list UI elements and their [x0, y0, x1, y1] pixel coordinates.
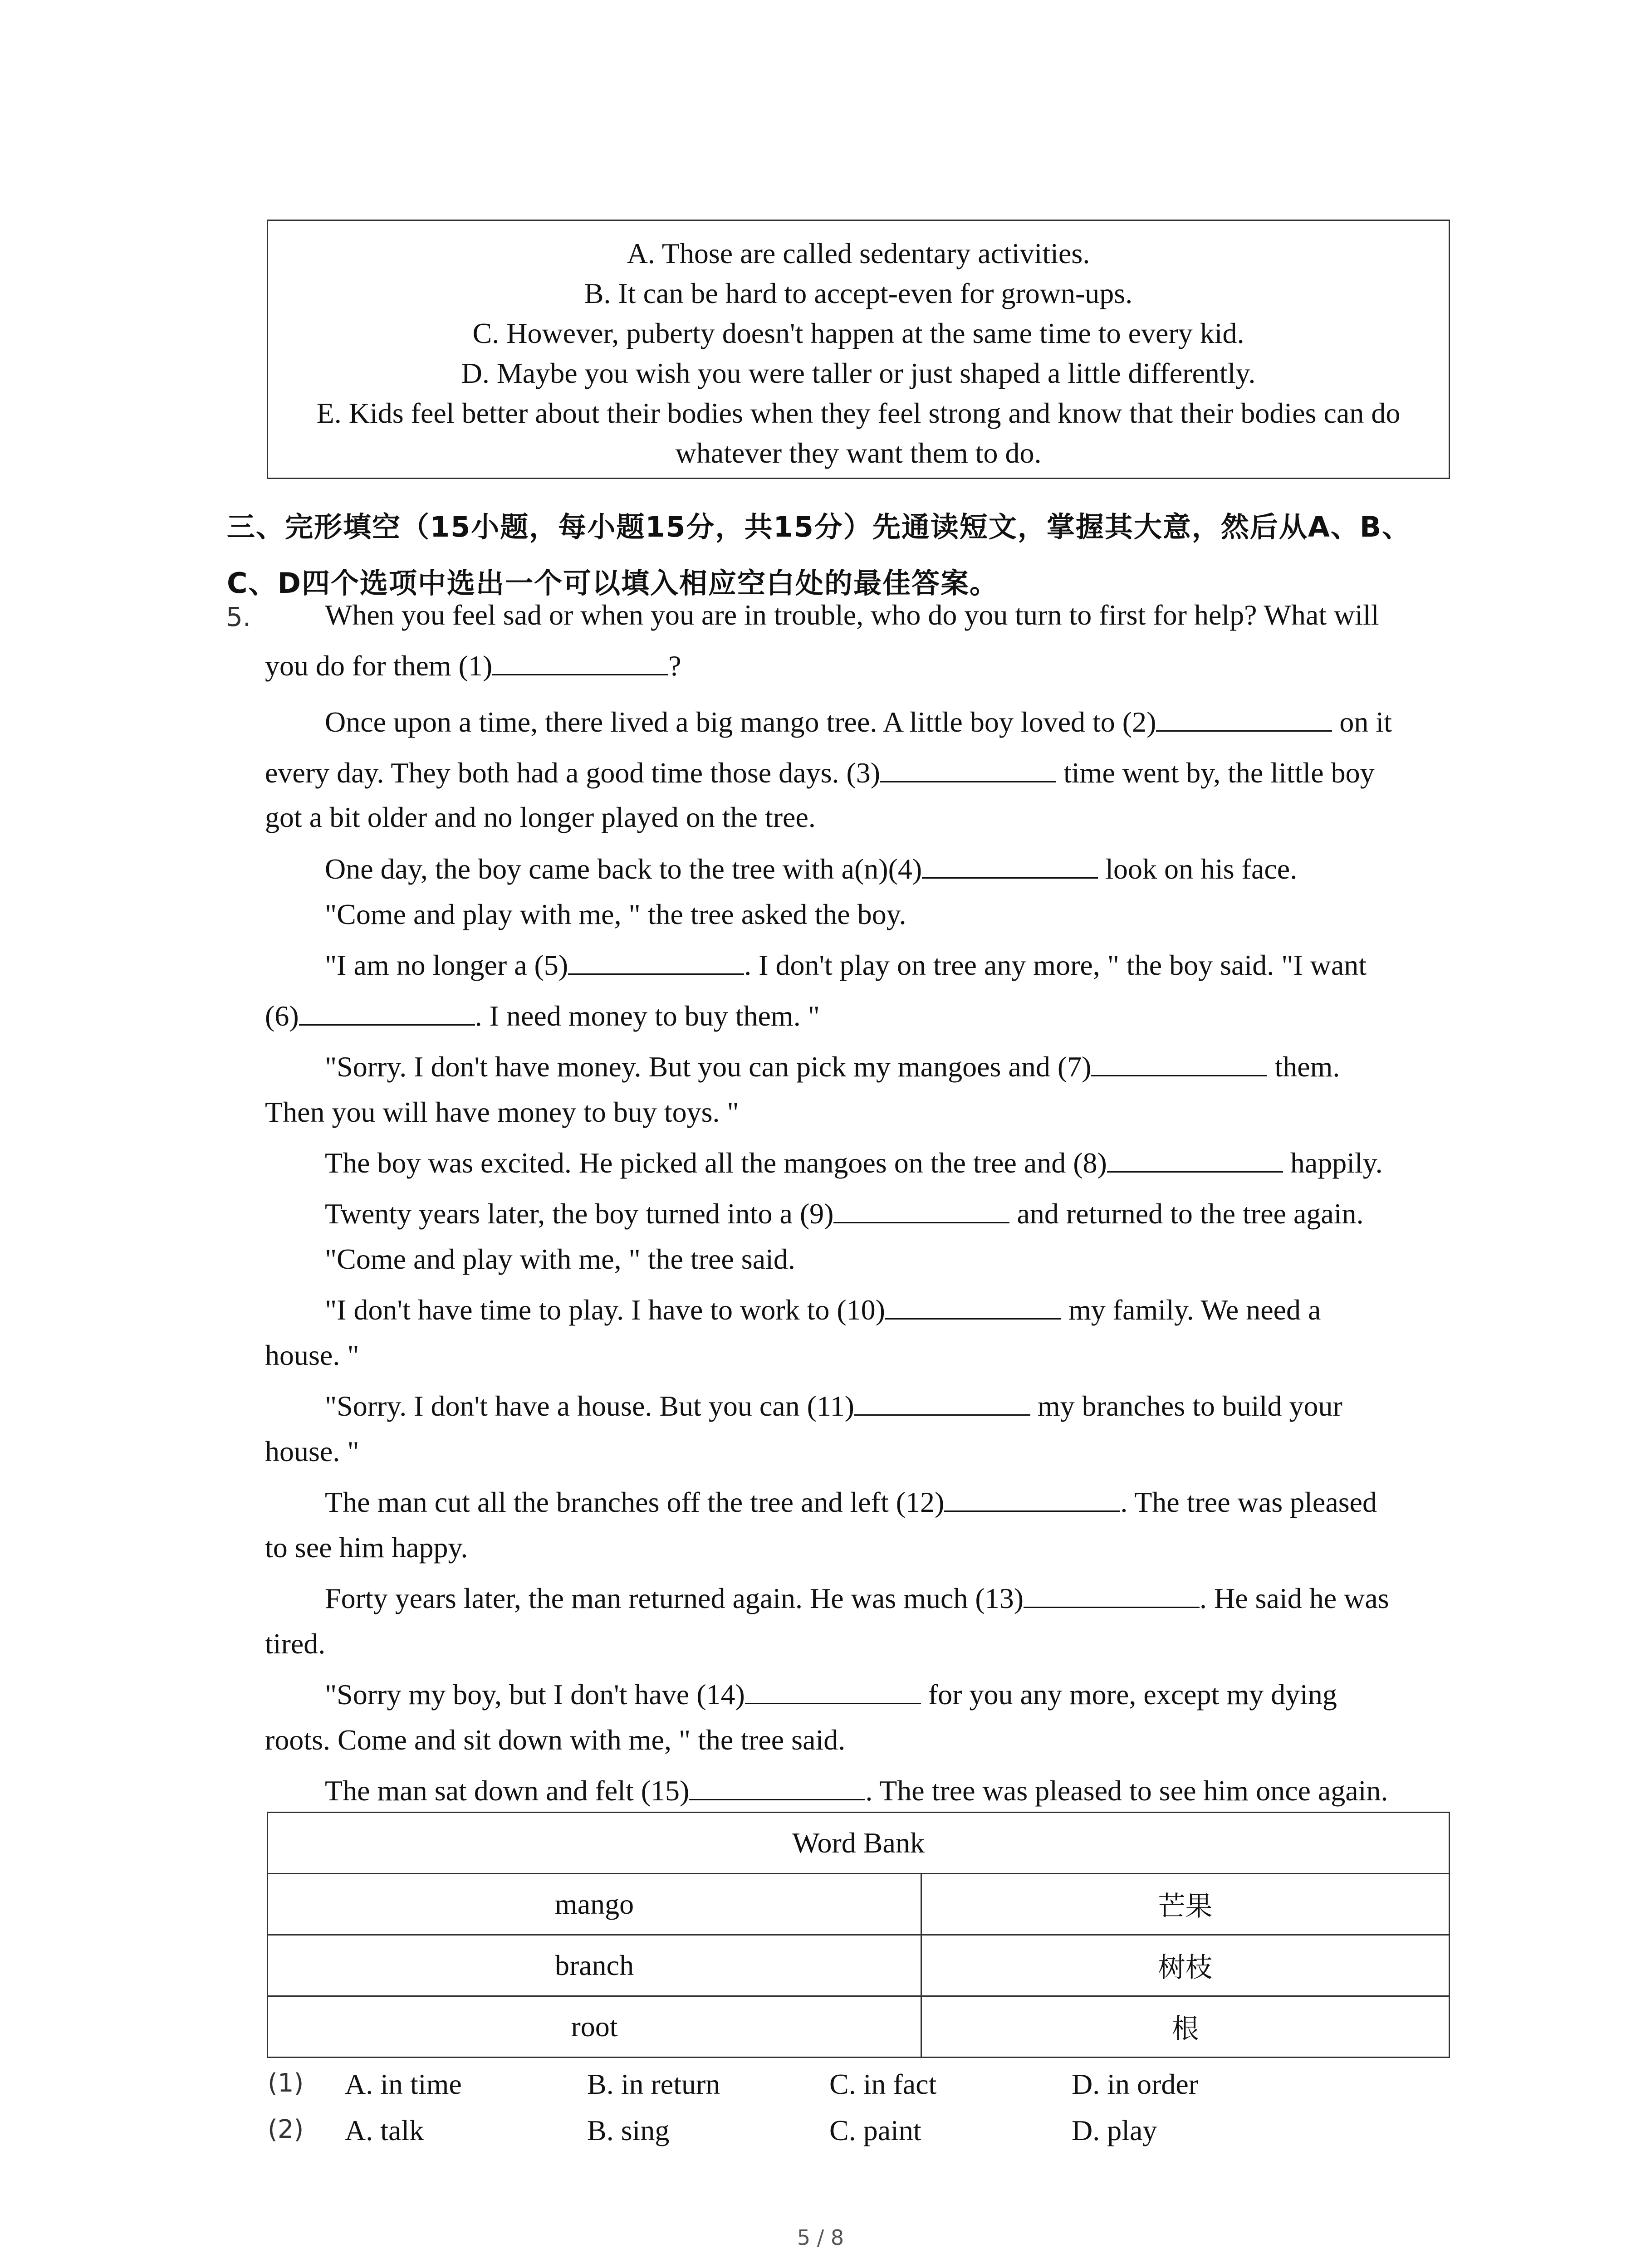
choice-a: A. in time — [345, 2068, 462, 2100]
section-heading-line-2: C、D四个选项中选出一个可以填入相应空白处的最佳答案。 — [227, 567, 999, 600]
blank-8 — [1107, 1143, 1283, 1173]
passage-line: The man cut all the branches off the tree and left (12) . The tree was pleased — [325, 1480, 1377, 1525]
option-b: B. It can be hard to accept-even for grown-ups. — [584, 277, 1133, 309]
choice-question-label: (1) — [268, 2068, 304, 2098]
word-en: mango — [268, 1874, 921, 1935]
blank-10 — [885, 1290, 1061, 1320]
option-e: E. Kids feel better about their bodies when they feel strong and know that their bodies can do — [316, 397, 1401, 429]
choice-c: C. paint — [829, 2114, 921, 2146]
blank-6 — [299, 996, 475, 1026]
passage-line: The boy was excited. He picked all the mangoes on the tree and (8) happily. — [325, 1140, 1383, 1186]
word-en: branch — [268, 1935, 921, 1996]
word-cn: 树枝 — [921, 1935, 1450, 1996]
blank-3 — [880, 753, 1056, 782]
word-bank-title: Word Bank — [268, 1813, 1450, 1874]
passage-line: Forty years later, the man returned again. He was much (13) . He said he was — [325, 1576, 1389, 1621]
passage-line: every day. They both had a good time those days. (3) time went by, the little boy — [265, 750, 1375, 796]
passage-line: (6) . I need money to buy them. " — [265, 993, 820, 1039]
passage-line: to see him happy. — [265, 1531, 468, 1564]
blank-2 — [1156, 702, 1332, 732]
choice-b: B. in return — [587, 2068, 720, 2100]
passage-line: Twenty years later, the boy turned into a (9) and returned to the tree again. — [325, 1191, 1364, 1237]
passage-line: house. " — [265, 1435, 359, 1467]
choice-c: C. in fact — [829, 2068, 937, 2100]
sentence-options-box — [267, 220, 1450, 479]
blank-5 — [568, 945, 744, 975]
passage-line: "Come and play with me, " the tree said. — [325, 1243, 795, 1275]
blank-15 — [689, 1771, 865, 1800]
table-row — [268, 1996, 1450, 2058]
option-c: C. However, puberty doesn't happen at the same time to every kid. — [472, 317, 1244, 349]
blank-7 — [1091, 1047, 1267, 1076]
word-cn: 根 — [921, 1996, 1450, 2058]
blank-14 — [745, 1675, 921, 1704]
passage-line: house. " — [265, 1339, 359, 1371]
passage-line: tired. — [265, 1628, 326, 1660]
passage-line: Then you will have money to buy toys. " — [265, 1096, 739, 1128]
choice-d: D. play — [1072, 2114, 1157, 2146]
option-e-continued: whatever they want them to do. — [675, 437, 1042, 469]
passage-line: One day, the boy came back to the tree with a(n)(4) look on his face. — [325, 846, 1297, 892]
passage-line: you do for them (1) ? — [265, 643, 681, 689]
passage-line: "Come and play with me, " the tree asked the boy. — [325, 898, 906, 930]
word-cn: 芒果 — [921, 1874, 1450, 1935]
passage-line: "I don't have time to play. I have to work to (10) my family. We need a — [325, 1287, 1321, 1333]
section-heading-line-1: 三、完形填空（15小题，每小题15分，共15分）先通读短文，掌握其大意，然后从A、B、 — [227, 510, 1411, 543]
option-d: D. Maybe you wish you were taller or just shaped a little differently. — [461, 357, 1256, 389]
passage-line: roots. Come and sit down with me, " the tree said. — [265, 1724, 846, 1756]
table-row — [268, 1874, 1450, 1935]
passage-line: "Sorry my boy, but I don't have (14) for you any more, except my dying — [325, 1672, 1337, 1717]
page-number: 5 / 8 — [797, 2225, 844, 2250]
passage-line: When you feel sad or when you are in trouble, who do you turn to first for help? What will — [325, 599, 1379, 631]
blank-9 — [833, 1194, 1009, 1223]
question-number: 5. — [226, 601, 251, 632]
choice-b: B. sing — [587, 2114, 670, 2146]
table-row — [268, 1935, 1450, 1996]
passage-line: "Sorry. I don't have money. But you can pick my mangoes and (7) them. — [325, 1044, 1340, 1090]
passage-line: Once upon a time, there lived a big mango tree. A little boy loved to (2) on it — [325, 699, 1392, 745]
word-bank-table — [267, 1812, 1450, 2058]
word-en: root — [268, 1996, 921, 2058]
blank-11 — [854, 1386, 1030, 1416]
blank-12 — [944, 1482, 1120, 1512]
passage-line: got a bit older and no longer played on the tree. — [265, 801, 816, 833]
passage-line: "Sorry. I don't have a house. But you can (11) my branches to build your — [325, 1383, 1342, 1429]
choice-a: A. talk — [345, 2114, 424, 2146]
choice-question-label: (2) — [268, 2115, 304, 2144]
blank-1 — [492, 646, 668, 675]
passage-line: The man sat down and felt (15) . The tree was pleased to see him once again. — [325, 1768, 1388, 1813]
choice-d: D. in order — [1072, 2068, 1199, 2100]
blank-4 — [922, 849, 1098, 879]
option-a: A. Those are called sedentary activities. — [627, 237, 1090, 269]
blank-13 — [1024, 1579, 1200, 1608]
passage-line: "I am no longer a (5) . I don't play on tree any more, " the boy said. "I want — [325, 943, 1367, 988]
